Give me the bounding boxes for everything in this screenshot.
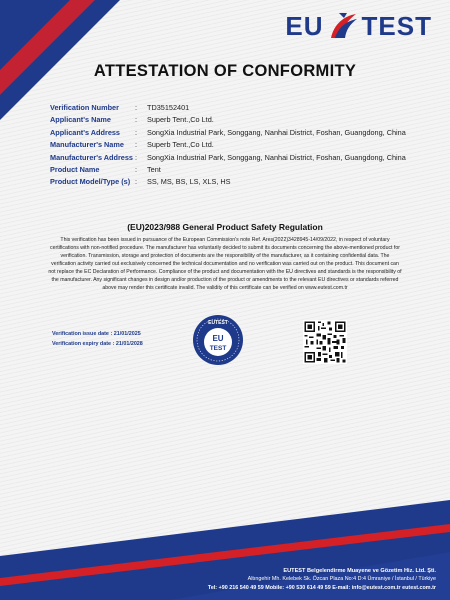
field-sep: : [135,164,138,174]
eutest-logo [285,10,432,42]
issue-date-label: Verification issue date [52,331,109,337]
seal-top-text: EUTEST [208,320,228,326]
field-value: SongXia Industrial Park, Songgang, Nanhai District, Foshan, Guangdong, China [147,152,406,162]
field-row [50,166,420,174]
field-label: Product Model/Type (s) [50,177,131,187]
logo-swoosh-icon [326,10,360,42]
logo-text-right: TEST [361,10,432,41]
field-value: TD35152401 [147,103,190,112]
field-row [50,129,420,137]
issue-date-row [52,329,143,339]
field-value: Superb Tent.,Co Ltd. [147,140,214,150]
field-value: SongXia Industrial Park, Songgang, Nanhai District, Foshan, Guangdong, China [147,127,406,137]
expiry-date-row [52,339,143,349]
expiry-date-sep: : [112,341,115,348]
issue-date-value: 21/01/2025 [113,331,141,337]
footer-info [208,567,436,592]
field-sep: : [135,115,138,125]
field-sep: : [135,103,138,112]
field-label: Manufacturer's Name [50,140,124,150]
field-value: SS, MS, BS, LS, XLS, HS [147,177,231,187]
verification-qr-code[interactable] [303,320,347,364]
footer-contact: Tel: +90 216 540 49 59 Mobile: +90 530 614 49 59 E-mail: info@eutest.com.tr eutest.com.tr [207,584,436,591]
field-sep: : [135,127,138,137]
field-label: Applicant's Name [50,115,111,125]
corner-stripe-blue-inner [0,0,70,70]
field-label: Verification Number [50,103,119,112]
footer-address: Altıngehir Mh. Kelebek Sk. Özcan Plaza No:4 D:4 Ümraniye / İstanbul / Türkiye [247,576,436,583]
document-title: ATTESTATION OF CONFORMITY [93,62,357,80]
verification-dates [52,329,143,350]
field-label: Manufacturer's Address [50,152,133,162]
field-row [50,104,420,112]
expiry-date-label: Verification expiry date [52,341,112,348]
field-sep: : [135,152,138,162]
field-label: Product Name [50,164,100,174]
seal-inner-bottom: TEST [209,345,227,352]
issue-date-sep: : [110,331,113,337]
footer-company: EUTEST Belgelendirme Muayene ve Gözetim Hiz. Ltd. Şti. [283,567,436,574]
field-value: Superb Tent.,Co Ltd. [147,115,214,125]
field-label: Applicant's Address [50,127,120,137]
eutest-seal-icon [192,314,244,366]
expiry-date-value: 21/01/2028 [115,341,143,348]
fields-table [50,104,420,191]
logo-text-left: EU [285,10,324,41]
field-row [50,154,420,162]
regulation-body: This verification has been issued in pursuance of the European Commission's note Ref. Ares(2022)3428945-14/09/2022, in respect of voluntary certifications with non-notified procedure. The manufacturer has voluntarily decided to submit its documents concerning the above-mentioned product for verification. Transmission, storage and protection of documents are the responsibility of the manufacturer, as it containing confidential data. The verification activity carried out exclusively concerned the technical documentation and no verification was carried out on the product. This document can not replace the EC Declaration of Performance. Compliance of the product and documentation with the EU directives and standards is the responsibility of the manufacturer. Any significant changes in design and/or production of the product or amendments to the relevant EU directives or standards referred above may render this certificate invalid. The validity of this certificate can be verified on www.eutest.com.tr [48,237,402,292]
field-row [50,116,420,124]
regulation-title: (EU)2023/988 General Product Safety Regulation [127,222,323,232]
field-row [50,178,420,186]
field-row [50,141,420,149]
seal-inner-top: EU [212,334,224,343]
field-sep: : [135,140,138,150]
field-value: Tent [147,164,161,174]
field-sep: : [135,177,138,187]
